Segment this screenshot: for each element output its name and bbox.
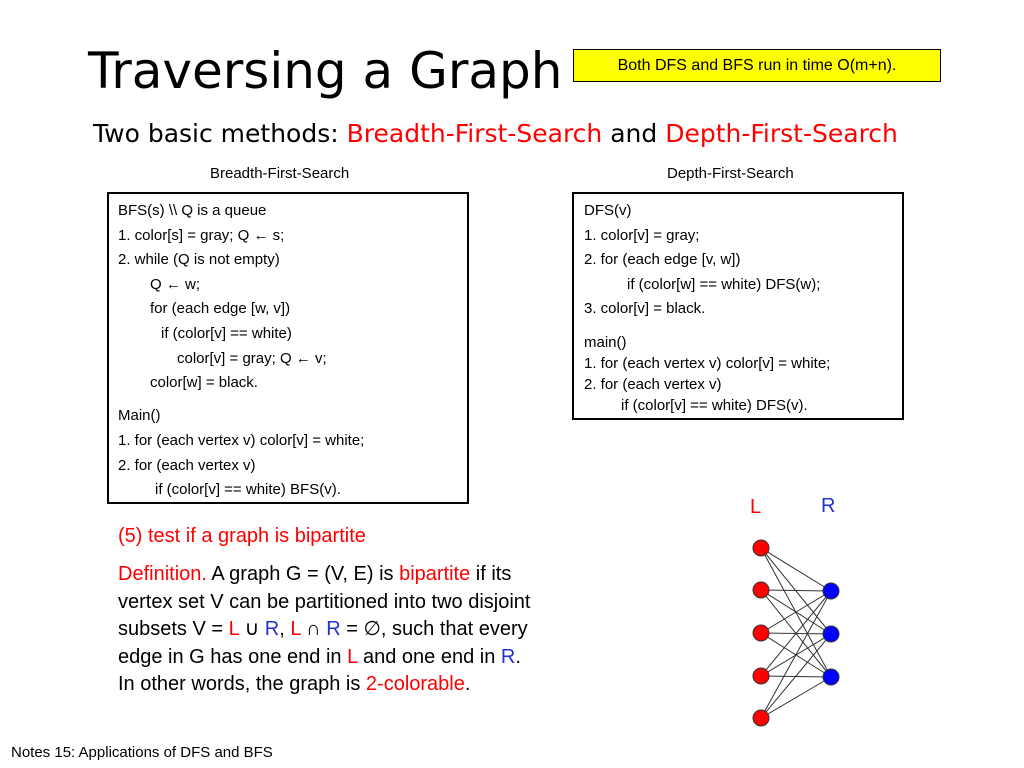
text-run: subsets V = (118, 618, 229, 640)
graph-edge (761, 590, 831, 591)
code-line: 1. color[s] = gray; Q ← s; (118, 227, 285, 244)
footer-note: Notes 15: Applications of DFS and BFS (11, 744, 273, 761)
text-run: edge in G has one end in (118, 645, 348, 668)
definition-line-2: vertex set V can be partitioned into two disjoint (118, 590, 531, 613)
section-heading: (5) test if a graph is bipartite (118, 525, 366, 547)
code-line: color[w] = black. (150, 374, 258, 391)
complexity-note: Both DFS and BFS run in time O(m+n). (573, 49, 941, 82)
code-line: main() (584, 334, 627, 351)
text-run: if its (470, 563, 512, 585)
set-r: R (264, 618, 280, 640)
text-run: . (464, 673, 471, 695)
subtitle-bfs: Breadth-First-Search (346, 119, 603, 148)
graph-edge (761, 548, 831, 591)
code-line: for (each edge [w, v]) (150, 300, 291, 317)
graph-edge (761, 591, 831, 633)
code-line: 2. for (each edge [v, w]) (584, 251, 741, 268)
code-line: 2. for (each vertex v) (584, 376, 722, 393)
text-run: A graph G = (V, E) is (206, 563, 400, 585)
subtitle-and: and (602, 119, 666, 148)
dfs-heading: Depth-First-Search (667, 165, 794, 182)
term-2-colorable: 2-colorable (365, 673, 465, 695)
code-line: 3. color[v] = black. (584, 300, 706, 317)
intersect-symbol: ∩ (300, 618, 327, 640)
code-line: Main() (118, 407, 161, 424)
subtitle-dfs: Depth-First-Search (665, 119, 898, 148)
set-l: L (290, 618, 301, 640)
definition-label: Definition. (118, 563, 207, 585)
set-l: L (347, 645, 358, 668)
code-line: if (color[v] == white) DFS(v). (621, 397, 808, 414)
left-vertex (753, 540, 769, 556)
text-run: , (279, 618, 291, 640)
code-line: if (color[v] == white) (161, 325, 292, 342)
term-bipartite: bipartite (399, 563, 471, 585)
subtitle-prefix: Two basic methods: (93, 119, 347, 148)
code-line: BFS(s) \\ Q is a queue (118, 202, 267, 219)
bfs-heading: Breadth-First-Search (210, 165, 350, 182)
code-line: if (color[w] == white) DFS(w); (627, 276, 821, 293)
graph-edge (761, 677, 831, 718)
code-line: DFS(v) (584, 202, 632, 219)
graph-edge (761, 591, 831, 718)
set-r: R (326, 618, 341, 640)
code-line: 1. for (each vertex v) color[v] = white; (118, 432, 365, 449)
left-vertex (753, 710, 769, 726)
code-line: color[v] = gray; Q ← v; (177, 350, 327, 367)
set-l: L (228, 618, 240, 640)
left-vertex (753, 668, 769, 684)
text-run: and one end in (357, 645, 501, 668)
right-vertex (823, 669, 839, 685)
code-line: 2. while (Q is not empty) (118, 251, 280, 268)
text-run: . (515, 645, 521, 668)
text-run: In other words, the graph is (118, 673, 366, 695)
code-line: if (color[v] == white) BFS(v). (155, 481, 341, 498)
code-line: 1. color[v] = gray; (584, 227, 700, 244)
right-vertex (823, 626, 839, 642)
left-vertex (753, 582, 769, 598)
code-line: 2. for (each vertex v) (118, 457, 256, 474)
code-line: 1. for (each vertex v) color[v] = white; (584, 355, 831, 372)
set-r: R (500, 645, 516, 668)
slide-title: Traversing a Graph (88, 42, 563, 100)
left-vertex (753, 625, 769, 641)
text-run: = ∅, such that every (340, 618, 528, 640)
right-vertex (823, 583, 839, 599)
union-symbol: ∪ (239, 618, 265, 640)
left-set-label: L (750, 496, 762, 518)
right-set-label: R (821, 495, 836, 517)
code-line: Q ← w; (150, 276, 201, 293)
graph-edges (761, 548, 831, 718)
